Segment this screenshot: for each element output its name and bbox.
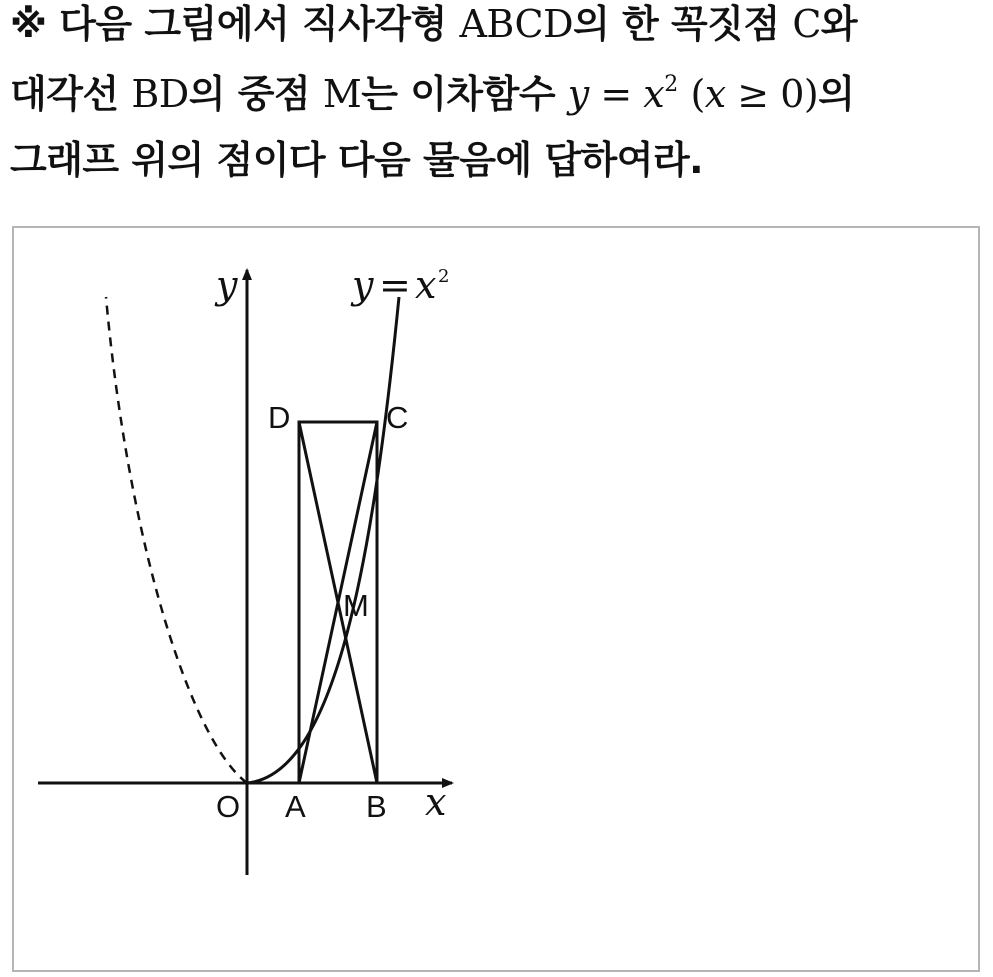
point-c-label: C <box>386 400 409 435</box>
problem-text: 의 한 꼭짓점 <box>573 2 780 46</box>
point-b-label: B <box>366 789 387 824</box>
domain-x: x <box>704 72 726 116</box>
reference-mark: ※ <box>10 2 47 46</box>
problem-text: 는 이차함수 <box>361 72 556 116</box>
origin-label: O <box>216 789 241 824</box>
problem-text: 와 <box>820 2 858 46</box>
point-d-label: D <box>268 400 291 435</box>
function-x: x <box>643 72 665 116</box>
curve-label-exponent: 2 <box>438 266 450 287</box>
parabola-dashed-branch <box>106 297 247 783</box>
vertex-name: C <box>792 2 821 46</box>
curve-label-y: y <box>352 263 374 307</box>
rectangle-name: ABCD <box>459 2 574 46</box>
function-equals: = <box>588 72 644 116</box>
point-a-label: A <box>285 789 306 824</box>
problem-text: 의 <box>818 72 855 116</box>
function-y: y <box>567 72 589 116</box>
y-axis-label: y <box>216 263 238 307</box>
problem-text: 다음 그림에서 직사각형 <box>59 2 447 46</box>
midpoint-name: M <box>322 72 362 116</box>
problem-text: 대각선 <box>10 72 119 116</box>
domain-condition: ≥ 0) <box>725 72 819 116</box>
problem-text: 의 중점 <box>188 72 311 116</box>
curve-label-x: x <box>415 263 437 307</box>
diagonal-name: BD <box>131 72 189 116</box>
x-axis-label: x <box>425 780 447 824</box>
problem-text: 그래프 위의 점이다 다음 물음에 답하여라. <box>10 138 704 182</box>
curve-label-equals: = <box>379 263 411 307</box>
point-m-label: M <box>343 588 369 623</box>
domain-open: ( <box>690 72 705 116</box>
function-exponent: 2 <box>664 72 678 97</box>
